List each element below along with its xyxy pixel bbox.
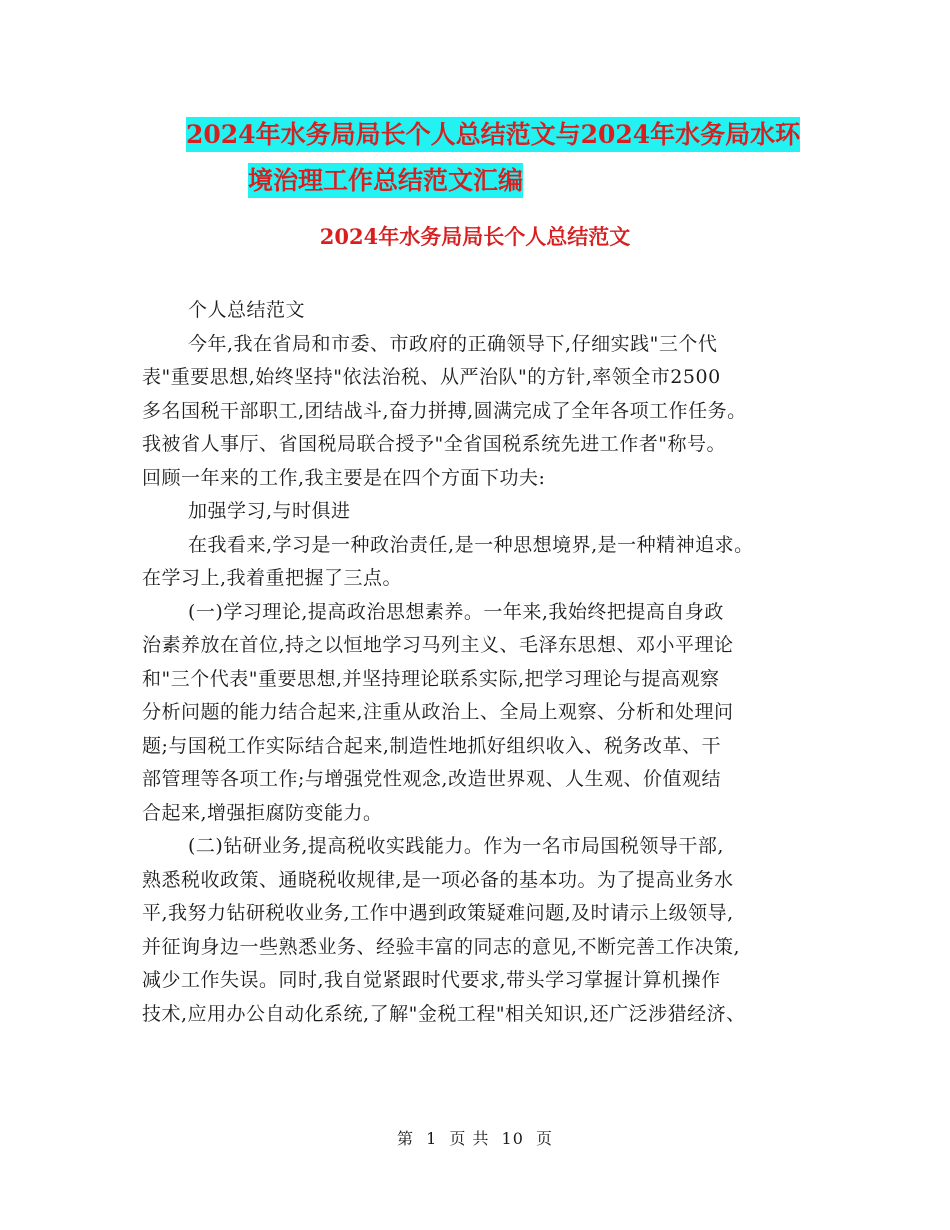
text-line: 并征询身边一些熟悉业务、经验丰富的同志的意见,不断完善工作决策,: [142, 935, 741, 958]
text-line: 熟悉税收政策、通晓税收规律,是一项必备的基本功。为了提高业务水: [142, 868, 734, 891]
text-line: 技术,应用办公自动化系统,了解"金税工程"相关知识,还广泛涉猎经济、: [142, 1002, 746, 1025]
main-title-line-2: 境治理工作总结范文汇编: [248, 163, 523, 198]
text-line: 在我看来,学习是一种政治责任,是一种思想境界,是一种精神追求。: [188, 533, 754, 556]
page-number: 1: [426, 1129, 438, 1148]
text-line: 回顾一年来的工作,我主要是在四个方面下功夫:: [142, 466, 546, 489]
text-line: (二)钻研业务,提高税收实践能力。作为一名市局国税领导干部,: [188, 835, 724, 857]
text-line: 今年,我在省局和市委、市政府的正确领导下,仔细实践"三个代: [188, 332, 718, 355]
text-line: 加强学习,与时俱进: [188, 500, 351, 522]
page-suffix: 页: [536, 1129, 554, 1148]
text-line: 合起来,增强拒腐防变能力。: [142, 801, 383, 824]
text-line: 题;与国税工作实际结合起来,制造性地抓好组织收入、税务改革、干: [142, 734, 721, 757]
main-title: [186, 112, 826, 204]
text-line: 我被省人事厅、省国税局联合授予"全省国税系统先进工作者"称号。: [142, 433, 726, 455]
text-line: 分析问题的能力结合起来,注重从政治上、全局上观察、分析和处理问: [142, 701, 734, 723]
text-line: 个人总结范文: [188, 299, 306, 321]
page-total: 10: [501, 1129, 524, 1148]
text-line: 和"三个代表"重要思想,并坚持理论联系实际,把学习理论与提高观察: [142, 667, 720, 690]
page-footer: [0, 1126, 950, 1149]
main-title-line-1: 2024年水务局局长个人总结范文与2024年水务局水环: [186, 117, 800, 152]
text-line: 治素养放在首位,持之以恒地学习马列主义、毛泽东思想、邓小平理论: [142, 634, 734, 656]
text-line: 减少工作失误。同时,我自觉紧跟时代要求,带头学习掌握计算机操作: [142, 969, 721, 991]
body-text: [0, 294, 950, 1031]
text-line: 在学习上,我着重把握了三点。: [142, 567, 403, 589]
text-line: 平,我努力钻研税收业务,工作中遇到政策疑难问题,及时请示上级领导,: [142, 902, 734, 924]
text-line: 表"重要思想,始终坚持"依法治税、从严治队"的方针,率领全市2500: [142, 366, 721, 388]
section-title: 2024年水务局局长个人总结范文: [319, 224, 631, 249]
text-line: (一)学习理论,提高政治思想素养。一年来,我始终把提高自身政: [188, 600, 724, 623]
page-prefix: 第: [396, 1129, 414, 1148]
text-line: 部管理等各项工作;与增强党性观念,改造世界观、人生观、价值观结: [142, 768, 721, 790]
page-middle: 页 共: [449, 1129, 490, 1148]
text-line: 多名国税干部职工,团结战斗,奋力拼搏,圆满完成了全年各项工作任务。: [142, 399, 747, 422]
